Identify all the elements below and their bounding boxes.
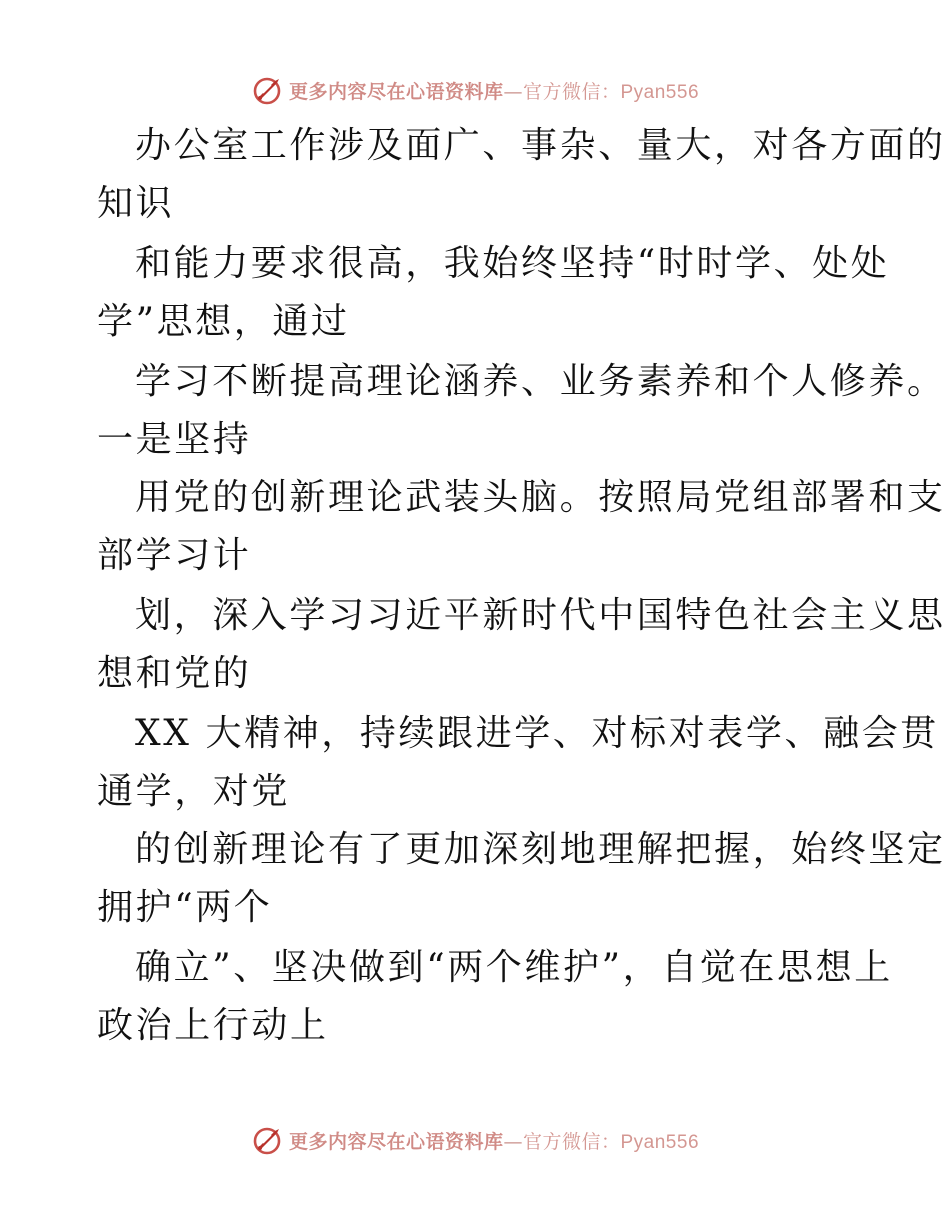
footer-site-name: 更多内容尽在心语资料库 (288, 1130, 504, 1153)
body-line-3: 和能力要求很高，我始终坚持“时时学、处处 (135, 243, 890, 284)
body-line-11: XX 大精神，持续跟进学、对标对表学、融会贯 (135, 713, 939, 754)
body-line-16: 政治上行动上 (97, 1005, 329, 1046)
header-wechat-handle: Pyan556 (620, 81, 700, 103)
header-watermark-text (289, 77, 699, 104)
body-line-2: 知识 (97, 183, 175, 224)
header-wechat-label: 官方微信： (522, 80, 621, 103)
body-line-15: 确立”、坚决做到“两个维护”，自觉在思想上 (135, 947, 893, 988)
body-line-4: 学”思想，通过 (97, 301, 350, 342)
body-line-1: 办公室工作涉及面广、事杂、量大，对各方面的 (135, 125, 946, 166)
body-line-12: 通学，对党 (97, 771, 291, 812)
quill-pen-logo-icon (251, 1123, 285, 1157)
footer-wechat-handle: Pyan556 (620, 1131, 700, 1153)
body-line-14: 拥护“两个 (97, 887, 273, 928)
header-watermark-banner (0, 70, 950, 110)
quill-pen-logo-icon (251, 73, 285, 107)
body-line-5: 学习不断提高理论涵养、业务素养和个人修养。 (135, 361, 946, 402)
footer-wechat-label: 官方微信： (522, 1130, 621, 1153)
footer-watermark-text (289, 1127, 699, 1154)
header-site-name: 更多内容尽在心语资料库 (288, 80, 504, 103)
header-dash: — (503, 80, 523, 103)
body-line-7: 用党的创新理论武装头脑。按照局党组部署和支 (135, 477, 946, 518)
body-line-8: 部学习计 (97, 535, 252, 576)
body-line-6: 一是坚持 (97, 419, 252, 460)
footer-watermark-banner (0, 1120, 950, 1160)
body-line-9: 划，深入学习习近平新时代中国特色社会主义思 (135, 595, 946, 636)
footer-dash: — (503, 1130, 523, 1153)
body-line-10: 想和党的 (97, 653, 252, 694)
body-line-13: 的创新理论有了更加深刻地理解把握，始终坚定 (135, 829, 946, 870)
